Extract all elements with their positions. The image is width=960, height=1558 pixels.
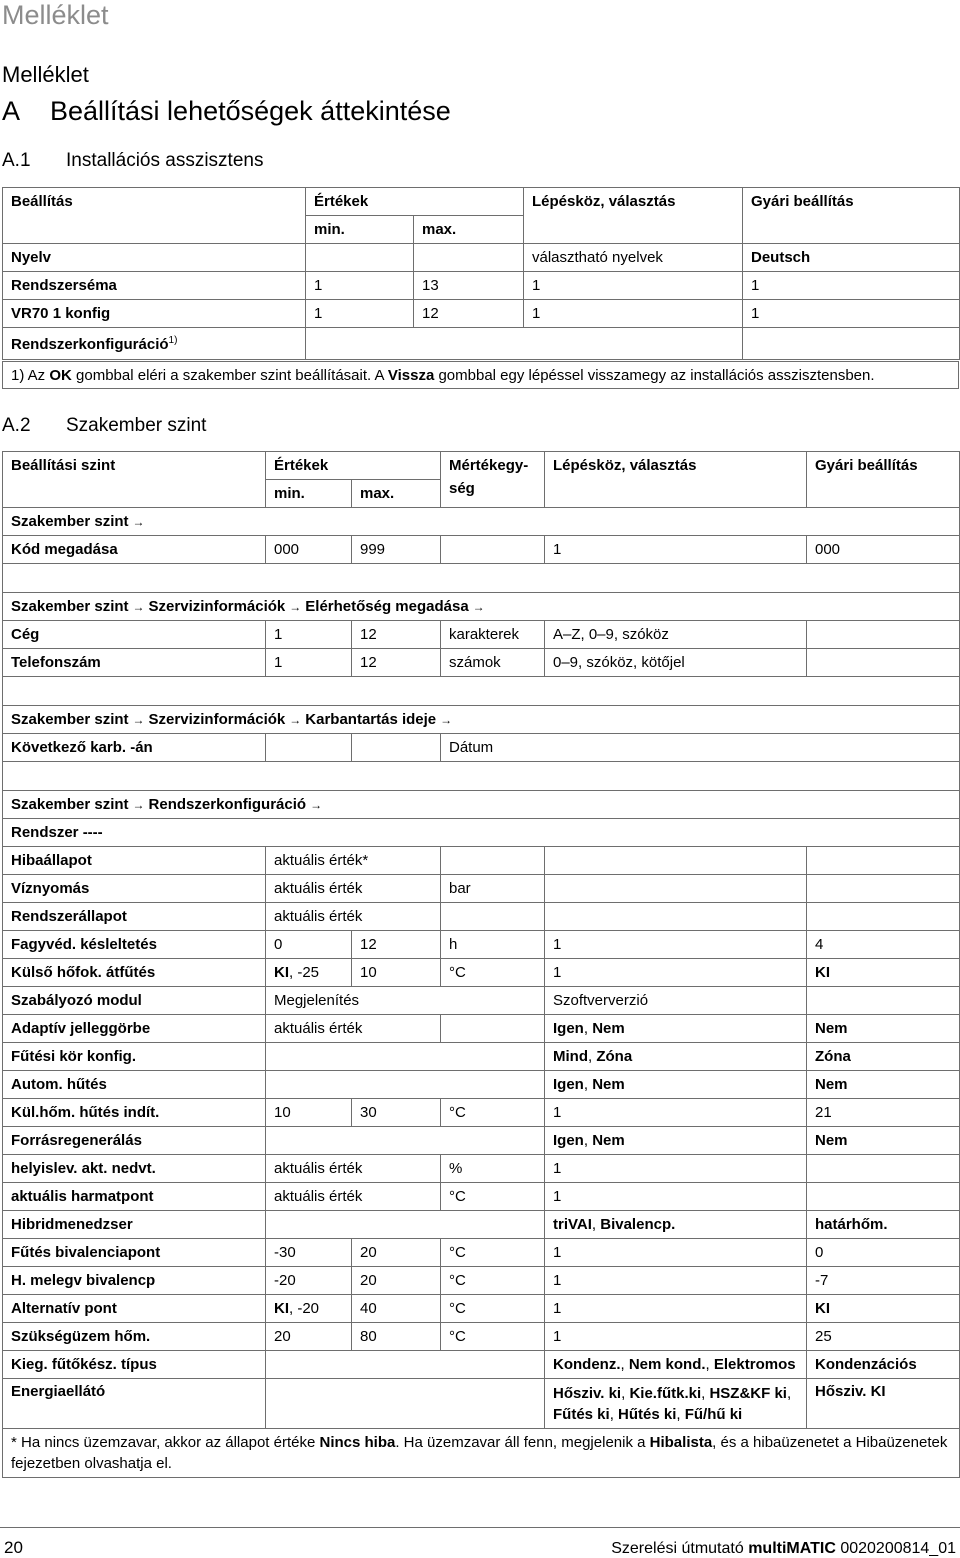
table-row: [3, 819, 960, 847]
row-unit: [441, 1015, 545, 1043]
row-step: 1: [524, 300, 743, 328]
row-value: Megjelenítés: [266, 987, 545, 1015]
path-segment: Elérhetőség megadása: [305, 598, 469, 615]
header-blank: [3, 480, 266, 508]
table-row: [3, 1155, 960, 1183]
choice: Kie.fűtk.ki: [629, 1385, 702, 1402]
row-default: 0: [807, 1239, 960, 1267]
table-row: [3, 1183, 960, 1211]
row-step: 1: [545, 1267, 807, 1295]
rendszer-label: Rendszer ----: [11, 824, 103, 841]
page-footer: [0, 1527, 960, 1558]
heading-a2-title: Szakember szint: [66, 415, 207, 436]
row-unit: °C: [441, 1099, 545, 1127]
header-min: min.: [306, 216, 414, 244]
path-row: [3, 791, 960, 819]
section-title: Melléklet: [2, 62, 89, 87]
row-step: 1: [545, 1295, 807, 1323]
heading-a1-number: A.1: [2, 150, 31, 171]
row-value: aktuális érték: [266, 903, 441, 931]
row-value: [266, 1211, 545, 1239]
row-name: Fagyvéd. késleltetés: [3, 931, 266, 959]
row-unit: %: [441, 1155, 545, 1183]
row-default: Zóna: [807, 1043, 960, 1071]
row-unit: °C: [441, 1295, 545, 1323]
row-max: 40: [352, 1295, 441, 1323]
row-max: 12: [352, 649, 441, 677]
header-setting-level: Beállítási szint: [3, 452, 266, 480]
row-default: Nem: [807, 1015, 960, 1043]
row-min: -20: [266, 1267, 352, 1295]
row-name: VR70 1 konfig: [3, 300, 306, 328]
note-text: , és a hibaüzenetet a Hibaüzenetek fejezetben olvashatja el.: [11, 1434, 948, 1472]
table-row: [3, 1127, 960, 1155]
row-name: Szabályozó modul: [3, 987, 266, 1015]
header-min: min.: [266, 480, 352, 508]
arrow-icon: →: [440, 713, 453, 727]
row-name: Kieg. fűtőkész. típus: [3, 1351, 266, 1379]
table-row: [3, 1239, 960, 1267]
row-name: aktuális harmatpont: [3, 1183, 266, 1211]
path-row: [3, 706, 960, 734]
note-text: . Ha üzemzavar áll fenn, megjelenik a: [395, 1434, 650, 1451]
header-blank: [743, 216, 960, 244]
table-row: [3, 903, 960, 931]
row-min: 10: [266, 1099, 352, 1127]
row-name: Hibridmenedzser: [3, 1211, 266, 1239]
header-values: Értékek: [266, 452, 352, 480]
row-step: [545, 847, 807, 875]
table-row: [3, 1267, 960, 1295]
min-rest: , -20: [289, 1300, 320, 1317]
path-segment: Szakember szint: [11, 711, 129, 728]
arrow-icon: →: [289, 713, 302, 727]
row-value: aktuális érték: [266, 1183, 441, 1211]
row-default: Deutsch: [743, 244, 960, 272]
table-row: [3, 272, 960, 300]
row-value: aktuális érték: [266, 1155, 441, 1183]
table-row: [3, 1379, 960, 1429]
row-default: [807, 1155, 960, 1183]
row-min: 20: [266, 1323, 352, 1351]
header-unit-1: Mértékegy-: [441, 452, 545, 480]
row-default: [807, 621, 960, 649]
row-default: határhőm.: [807, 1211, 960, 1239]
row-default: Nem: [807, 1071, 960, 1099]
row-name: Víznyomás: [3, 875, 266, 903]
row-name: Adaptív jelleggörbe: [3, 1015, 266, 1043]
row-unit: számok: [441, 649, 545, 677]
row-min: [266, 959, 352, 987]
arrow-icon: →: [289, 600, 302, 614]
header-blank: [3, 216, 306, 244]
row-unit: °C: [441, 1239, 545, 1267]
header-values-spacer: [414, 188, 524, 216]
row-name: [3, 819, 960, 847]
ok-key: OK: [49, 367, 72, 384]
spacer-cell: [3, 762, 960, 791]
header-default: Gyári beállítás: [807, 452, 960, 480]
row-step: Szoftververzió: [545, 987, 807, 1015]
note-row: [3, 1429, 960, 1478]
row-name: Fűtési kör konfig.: [3, 1043, 266, 1071]
table-row: [3, 734, 960, 762]
specialist-level-table: [2, 451, 960, 1478]
row-name: Telefonszám: [3, 649, 266, 677]
document-id: [611, 1540, 956, 1558]
heading-a2-number: A.2: [2, 415, 31, 436]
back-key: Vissza: [387, 367, 435, 384]
header-step: Lépésköz, választás: [524, 188, 743, 216]
row-max: 13: [414, 272, 524, 300]
row-default: [807, 903, 960, 931]
row-min: 1: [266, 621, 352, 649]
table-row: [3, 1323, 960, 1351]
row-max: 80: [352, 1323, 441, 1351]
header-blank: [545, 480, 807, 508]
row-step: 1: [545, 931, 807, 959]
row-step: 1: [545, 1183, 807, 1211]
footnote-text: gombbal eléri a szakember szint beállításait. A: [71, 367, 388, 384]
row-min: [266, 1295, 352, 1323]
arrow-icon: →: [132, 798, 145, 812]
choice: Zóna: [596, 1048, 633, 1065]
path-segment: Szervizinformációk: [148, 711, 286, 728]
header-blank: [524, 216, 743, 244]
installation-assistant-table: [2, 187, 960, 360]
row-name: Fűtés bivalenciapont: [3, 1239, 266, 1267]
note-text: * Ha nincs üzemzavar, akkor az állapot értéke: [11, 1434, 320, 1451]
row-max: 20: [352, 1267, 441, 1295]
choice: Nem: [592, 1076, 625, 1093]
arrow-icon: →: [132, 713, 145, 727]
row-max: 12: [414, 300, 524, 328]
path-segment: Szervizinformációk: [148, 598, 286, 615]
row-values-empty: [306, 328, 743, 360]
choice: Fű/hű ki: [684, 1406, 743, 1423]
row-max: 20: [352, 1239, 441, 1267]
heading-a-number: A: [2, 96, 21, 126]
heading-a1-title: Installációs asszisztens: [66, 150, 264, 171]
row-min: -30: [266, 1239, 352, 1267]
table-row: [3, 300, 960, 328]
row-step: 1: [545, 1099, 807, 1127]
row-step: választható nyelvek: [524, 244, 743, 272]
row-unit: Dátum: [441, 734, 960, 762]
row-value: [266, 1127, 545, 1155]
header-unit-2: ség: [441, 480, 545, 508]
row-name: Autom. hűtés: [3, 1071, 266, 1099]
choice: triVAI: [553, 1216, 592, 1233]
row-name: Kül.hőm. hűtés indít.: [3, 1099, 266, 1127]
table-row: [3, 847, 960, 875]
row-default: [807, 847, 960, 875]
footnote-text: 1) Az: [11, 367, 50, 384]
menu-path: [3, 706, 960, 734]
table-row: [3, 1351, 960, 1379]
menu-path: [3, 791, 960, 819]
menu-path: [3, 508, 960, 536]
row-step: 0–9, szóköz, kötőjel: [545, 649, 807, 677]
row-value: [266, 1071, 545, 1099]
running-head: Melléklet: [2, 0, 109, 30]
table-row: [3, 649, 960, 677]
row-default: 000: [807, 536, 960, 564]
choice: Kondenz.: [553, 1356, 621, 1373]
row-step: Mind, Zóna: [545, 1043, 807, 1071]
note-bold: Hibalista: [649, 1434, 713, 1451]
header-max: max.: [352, 480, 441, 508]
heading-a: [2, 96, 451, 127]
row-default: 4: [807, 931, 960, 959]
table-row: [3, 536, 960, 564]
heading-a1: [2, 150, 264, 172]
arrow-icon: →: [132, 515, 145, 529]
table-row: [3, 1211, 960, 1239]
row-unit: °C: [441, 1267, 545, 1295]
row-step: Hősziv. ki, Kie.fűtk.ki, HSZ&KF ki, Fűtés ki, Hűtés ki, Fű/hű ki: [545, 1379, 807, 1429]
row-name: Cég: [3, 621, 266, 649]
choice: Igen: [553, 1020, 584, 1037]
choice: Igen: [553, 1132, 584, 1149]
choice: Mind: [553, 1048, 588, 1065]
row-step: Igen, Nem: [545, 1015, 807, 1043]
row-default: Hősziv. KI: [807, 1379, 960, 1429]
choice: Nem: [592, 1132, 625, 1149]
choice: Fűtés ki: [553, 1406, 610, 1423]
row-default: [807, 649, 960, 677]
row-default: [807, 875, 960, 903]
row-step: [545, 875, 807, 903]
page-number: 20: [4, 1538, 23, 1557]
header-setting: Beállítás: [3, 188, 306, 216]
row-step: Igen, Nem: [545, 1127, 807, 1155]
row-default: KI: [807, 1295, 960, 1323]
row-max: 10: [352, 959, 441, 987]
row-value: aktuális érték*: [266, 847, 441, 875]
brand-name: multiMATIC: [748, 1540, 836, 1557]
footnote-text: gombbal egy lépéssel visszamegy az installációs asszisztensben.: [434, 367, 875, 384]
note-bold: Nincs hiba: [319, 1434, 396, 1451]
header-values-spacer: [352, 452, 441, 480]
row-min: [306, 244, 414, 272]
path-row: [3, 593, 960, 621]
table-row: [3, 959, 960, 987]
doc-number: 0020200814_01: [835, 1540, 956, 1557]
path-segment: Szakember szint: [11, 513, 129, 530]
row-step: 1: [545, 1239, 807, 1267]
row-name: Következő karb. -án: [3, 734, 266, 762]
row-name: Forrásregenerálás: [3, 1127, 266, 1155]
spacer-cell: [3, 677, 960, 706]
min-rest: , -25: [289, 964, 320, 981]
row-min: [266, 734, 352, 762]
path-segment: Szakember szint: [11, 796, 129, 813]
row-default: 25: [807, 1323, 960, 1351]
row-name: Energiaellátó: [3, 1379, 266, 1429]
row-default: 1: [743, 272, 960, 300]
row-unit: °C: [441, 959, 545, 987]
row-step: A–Z, 0–9, szóköz: [545, 621, 807, 649]
table-row: [3, 1071, 960, 1099]
spacer-row: [3, 677, 960, 706]
row-name: Rendszerállapot: [3, 903, 266, 931]
heading-a2: [2, 415, 207, 437]
choice: Hősziv. ki: [553, 1385, 622, 1402]
row-unit: °C: [441, 1183, 545, 1211]
row-default: [743, 328, 960, 360]
row-name-text: Rendszerkonfiguráció: [11, 335, 169, 353]
row-default: Nem: [807, 1127, 960, 1155]
row-default: -7: [807, 1267, 960, 1295]
row-step: Kondenz., Nem kond., Elektromos: [545, 1351, 807, 1379]
arrow-icon: →: [472, 600, 485, 614]
row-unit: karakterek: [441, 621, 545, 649]
path-segment: Karbantartás ideje: [305, 711, 437, 728]
table-row: [3, 328, 960, 360]
row-step: [545, 903, 807, 931]
row-name: H. melegv bivalencp: [3, 1267, 266, 1295]
table-row: [3, 875, 960, 903]
row-name: Kód megadása: [3, 536, 266, 564]
table-row: [3, 1295, 960, 1323]
choice: Hűtés ki: [618, 1406, 677, 1423]
row-step: 1: [545, 1155, 807, 1183]
path-segment: Szakember szint: [11, 598, 129, 615]
row-min: 1: [266, 649, 352, 677]
row-default: 1: [743, 300, 960, 328]
row-unit: bar: [441, 875, 545, 903]
row-default: 21: [807, 1099, 960, 1127]
row-unit: [441, 903, 545, 931]
choice: Elektromos: [713, 1356, 796, 1373]
table-row: [3, 1099, 960, 1127]
arrow-icon: →: [132, 600, 145, 614]
table2-footnote: [3, 1429, 960, 1478]
row-name: Alternatív pont: [3, 1295, 266, 1323]
heading-a-title: Beállítási lehetőségek áttekintése: [50, 96, 451, 126]
row-min: 000: [266, 536, 352, 564]
row-name: Külső hőfok. átfűtés: [3, 959, 266, 987]
row-unit: h: [441, 931, 545, 959]
row-max: 12: [352, 931, 441, 959]
row-name: [3, 328, 306, 360]
table-row: [3, 1015, 960, 1043]
row-default: Kondenzációs: [807, 1351, 960, 1379]
row-name: Szükségüzem hőm.: [3, 1323, 266, 1351]
row-value: [266, 1379, 545, 1429]
row-max: [414, 244, 524, 272]
table-row: [3, 621, 960, 649]
row-default: KI: [807, 959, 960, 987]
row-max: 30: [352, 1099, 441, 1127]
header-step: Lépésköz, választás: [545, 452, 807, 480]
header-values: Értékek: [306, 188, 414, 216]
row-max: 12: [352, 621, 441, 649]
choice: Igen: [553, 1076, 584, 1093]
row-unit: °C: [441, 1323, 545, 1351]
row-unit: [441, 847, 545, 875]
row-value: aktuális érték: [266, 875, 441, 903]
header-max: max.: [414, 216, 524, 244]
choice: Nem: [592, 1020, 625, 1037]
row-step: triVAI, Bivalencp.: [545, 1211, 807, 1239]
spacer-cell: [3, 564, 960, 593]
row-step: 1: [545, 1323, 807, 1351]
row-min: 0: [266, 931, 352, 959]
row-default: [807, 987, 960, 1015]
table-row: [3, 1043, 960, 1071]
spacer-row: [3, 762, 960, 791]
row-name: Nyelv: [3, 244, 306, 272]
footnote-marker: 1): [168, 334, 178, 346]
row-max: 999: [352, 536, 441, 564]
menu-path: [3, 593, 960, 621]
min-bold: KI: [274, 964, 289, 981]
row-default: [807, 1183, 960, 1211]
row-step: Igen, Nem: [545, 1071, 807, 1099]
row-max: [352, 734, 441, 762]
choice: Bivalencp.: [600, 1216, 676, 1233]
row-step: 1: [545, 536, 807, 564]
header-default: Gyári beállítás: [743, 188, 960, 216]
row-name: Hibaállapot: [3, 847, 266, 875]
table-row: [3, 244, 960, 272]
choice: HSZ&KF ki: [709, 1385, 787, 1402]
header-blank: [807, 480, 960, 508]
path-row: [3, 508, 960, 536]
table-row: [3, 931, 960, 959]
row-value: aktuális érték: [266, 1015, 441, 1043]
row-unit: [441, 536, 545, 564]
row-value: [266, 1043, 545, 1071]
row-name: Rendszerséma: [3, 272, 306, 300]
doc-title: Szerelési útmutató: [611, 1540, 749, 1557]
table1-footnote: [2, 361, 959, 389]
row-step: 1: [545, 959, 807, 987]
row-min: 1: [306, 300, 414, 328]
row-value: [266, 1351, 545, 1379]
choice: Nem kond.: [628, 1356, 706, 1373]
row-step: 1: [524, 272, 743, 300]
row-min: 1: [306, 272, 414, 300]
row-name: helyislev. akt. nedvt.: [3, 1155, 266, 1183]
path-segment: Rendszerkonfiguráció: [148, 796, 307, 813]
table-row: [3, 987, 960, 1015]
arrow-icon: →: [310, 798, 323, 812]
spacer-row: [3, 564, 960, 593]
min-bold: KI: [274, 1300, 289, 1317]
